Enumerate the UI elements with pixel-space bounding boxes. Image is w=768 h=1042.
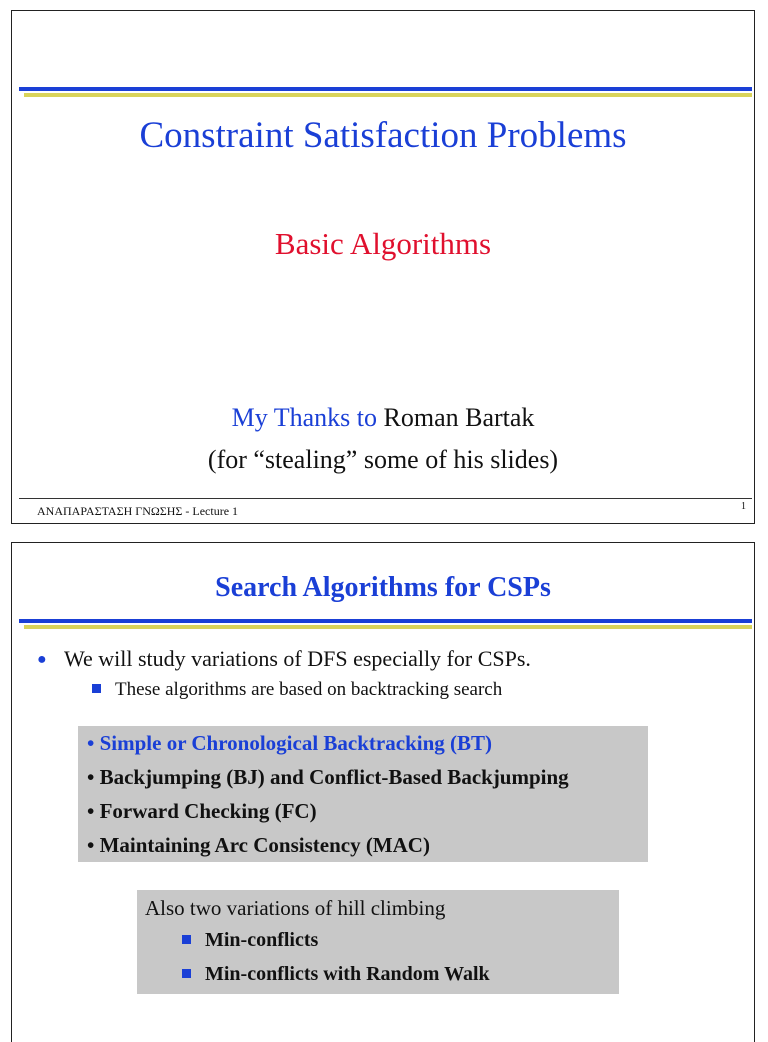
title-rule-blue	[19, 87, 752, 91]
thanks-prefix: My Thanks to	[231, 403, 377, 432]
square-bullet-icon	[182, 969, 191, 978]
page-number: 1	[741, 501, 746, 512]
footer-text: ΑΝΑΠΑΡΑΣΤΑΣΗ ΓΝΩΣΗΣ - Lecture 1	[37, 504, 239, 518]
footer-divider	[19, 498, 752, 499]
thanks-line	[12, 403, 754, 433]
bullet-text: We will study variations of DFS especially for CSPs.	[64, 646, 531, 671]
bullet-dot-icon: ●	[37, 651, 47, 668]
slide-title: Search Algorithms for CSPs	[215, 572, 551, 603]
hill-climbing-box	[137, 890, 619, 994]
algorithm-item: • Forward Checking (FC)	[87, 799, 317, 823]
algorithm-item: • Maintaining Arc Consistency (MAC)	[87, 833, 430, 857]
slide-1	[11, 10, 755, 524]
title-rule-blue	[19, 619, 752, 623]
hill-climbing-item	[182, 929, 318, 952]
algorithm-item: • Simple or Chronological Backtracking (BT)	[87, 731, 493, 755]
algorithms-box	[78, 726, 648, 862]
square-bullet-icon	[92, 684, 101, 693]
title-rule-yellow	[24, 625, 752, 629]
sub-bullet-item	[92, 679, 502, 701]
thanks-note: (for “stealing” some of his slides)	[207, 445, 559, 474]
bullet-item	[37, 646, 531, 672]
hill-climbing-title: Also two variations of hill climbing	[145, 896, 446, 920]
slide-2	[11, 542, 755, 1042]
sub-bullet-text: These algorithms are based on backtracking search	[115, 679, 503, 700]
slide-subtitle: Basic Algorithms	[274, 226, 492, 261]
thanks-name: Roman Bartak	[377, 403, 535, 432]
hill-climbing-item-text: Min-conflicts with Random Walk	[205, 963, 490, 985]
square-bullet-icon	[182, 935, 191, 944]
title-rule-yellow	[24, 93, 752, 97]
hill-climbing-item-text: Min-conflicts	[205, 929, 319, 951]
hill-climbing-item	[182, 963, 490, 986]
algorithm-item: • Backjumping (BJ) and Conflict-Based Backjumping	[87, 765, 569, 789]
slide-title: Constraint Satisfaction Problems	[139, 115, 627, 156]
